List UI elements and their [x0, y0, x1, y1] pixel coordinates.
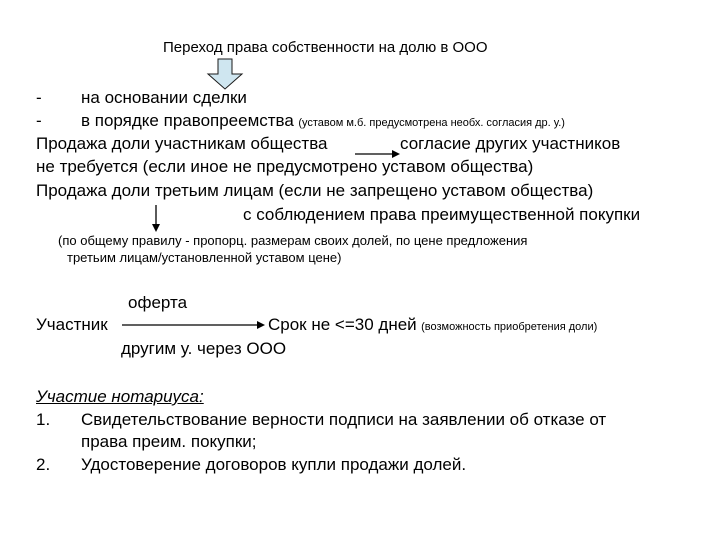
notary-item-1-line1: Свидетельствование верности подписи на заявлении об отказе от — [81, 410, 607, 429]
notary-item-1-line2: права преим. покупки; — [81, 432, 257, 451]
notary-heading: Участие нотариуса: — [36, 387, 204, 406]
term-note: (возможность приобретения доли) — [421, 321, 598, 333]
dash-marker: - — [36, 88, 42, 107]
basis-succession-line — [81, 110, 565, 131]
term-line — [268, 314, 597, 335]
notary-item-2-line1: Удостоверение договоров купли продажи долей. — [81, 455, 467, 474]
preemption-note-line2: третьим лицам/установленной уставом цене) — [67, 250, 342, 265]
sale-members-line2: не требуется (если иное не предусмотрено уставом общества) — [36, 157, 534, 176]
participant-label: Участник — [36, 315, 108, 334]
notary-item-number: 1. — [36, 410, 51, 429]
down-block-arrow — [208, 59, 242, 89]
offer-via-text: другим у. через ООО — [121, 339, 287, 358]
offer-label: оферта — [128, 293, 188, 312]
preemption-text: с соблюдением права преимущественной покупки — [243, 205, 641, 224]
preemption-note-line1: (по общему правилу - пропорц. размерам своих долей, по цене предложения — [58, 233, 528, 248]
slide-title: Переход права собственности на долю в ООО — [163, 39, 488, 56]
basis-succession-note: (уставом м.б. предусмотрена необх. согласия др. у.) — [298, 117, 565, 129]
notary-item-number: 2. — [36, 455, 51, 474]
arrow-down-head — [152, 224, 160, 232]
dash-marker: - — [36, 111, 42, 130]
term-text: Срок не <=30 дней — [268, 315, 417, 334]
sale-members-text: Продажа доли участникам общества — [36, 134, 328, 153]
basis-deal-text: на основании сделки — [81, 88, 247, 107]
arrow-offer-head — [257, 321, 265, 329]
consent-text: согласие других участников — [400, 134, 621, 153]
sale-third-text: Продажа доли третьим лицам (если не запрещено уставом общества) — [36, 181, 594, 200]
basis-succession-text: в порядке правопреемства — [81, 111, 294, 130]
